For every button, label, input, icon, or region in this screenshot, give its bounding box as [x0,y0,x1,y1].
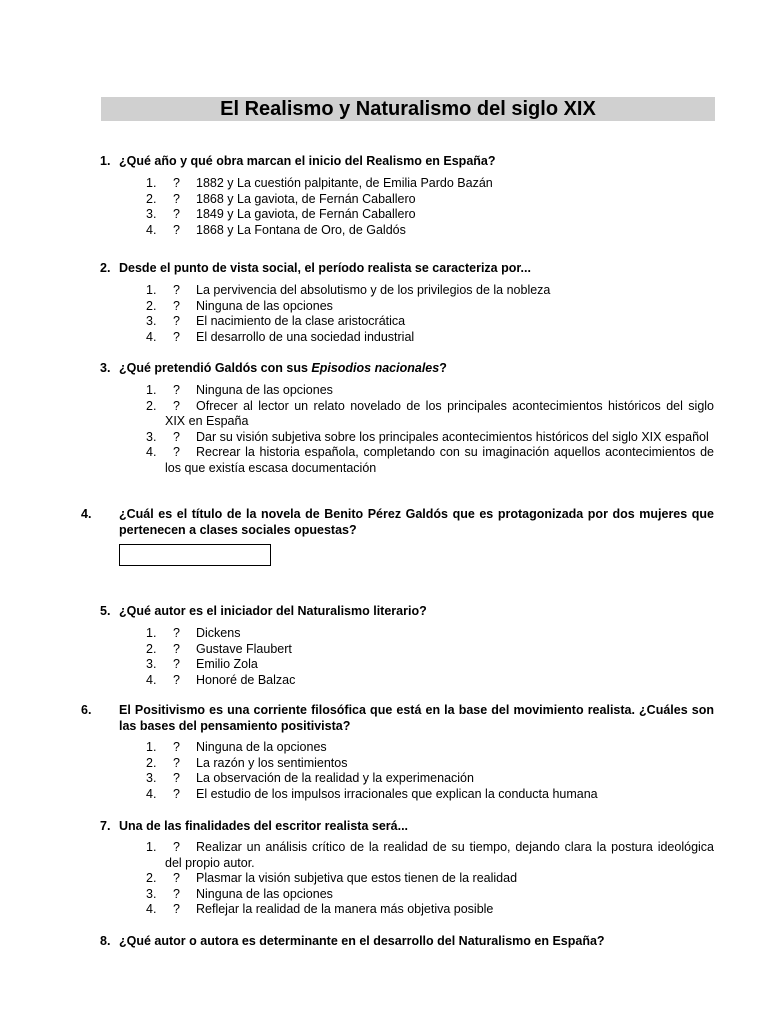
option-q7-2[interactable] [146,871,714,887]
option-number: 3. [146,207,157,221]
option-text: Realizar un análisis crítico de la realidad de su tiempo, dejando clara la postura ideológica del propio autor. [165,840,714,870]
question-text: ¿Cuál es el título de la novela de Benito Pérez Galdós que es protagonizada por dos mujeres que pertenecen a clases sociales opuestas? [119,507,714,537]
option-number: 4. [146,222,157,237]
option-text: Ninguna de las opciones [196,886,333,901]
option-marker[interactable]: ? [173,429,180,444]
option-marker[interactable]: ? [173,840,180,854]
option-marker[interactable]: ? [173,298,180,313]
option-number: 4. [146,329,157,344]
question-number: 1. [100,154,111,168]
option-marker[interactable]: ? [173,329,180,344]
question-3 [100,360,714,376]
option-q6-2[interactable] [146,756,714,772]
option-number: 1. [146,283,157,297]
question-5 [100,603,714,619]
option-text: Ninguna de la opciones [196,740,327,754]
option-text: Gustave Flaubert [196,641,292,656]
question-number: 2. [100,261,111,275]
answer-input-box[interactable] [119,544,271,566]
option-number: 2. [146,298,157,313]
option-number: 2. [146,398,157,413]
option-marker[interactable]: ? [173,191,180,206]
option-text: Dickens [196,626,241,640]
option-q6-4[interactable] [146,787,714,803]
options-q2 [146,283,714,345]
option-q5-2[interactable] [146,642,714,658]
option-q5-1[interactable] [146,626,714,642]
question-7 [100,818,714,834]
option-number: 3. [146,657,157,671]
option-q7-1[interactable] [146,840,714,871]
option-q2-4[interactable] [146,330,714,346]
option-number: 4. [146,445,157,459]
option-text: La observación de la realidad y la experimenación [196,771,474,785]
option-q3-2[interactable] [146,399,714,430]
question-6 [81,702,714,734]
option-marker[interactable]: ? [173,207,180,221]
option-text: Recrear la historia española, completando con su imaginación aquellos acontecimientos de los que existía escasa documentación [165,445,714,475]
option-q6-3[interactable] [146,771,714,787]
option-marker[interactable]: ? [173,283,180,297]
option-marker[interactable]: ? [173,886,180,901]
option-q1-1[interactable] [146,176,714,192]
question-1 [100,153,714,169]
option-number: 3. [146,771,157,785]
question-text [119,361,447,375]
option-marker[interactable]: ? [173,740,180,754]
option-q1-2[interactable] [146,192,714,208]
options-q6 [146,740,714,802]
options-q7 [146,840,714,918]
option-number: 2. [146,191,157,206]
option-marker[interactable]: ? [173,314,180,328]
option-number: 3. [146,886,157,901]
option-number: 2. [146,755,157,770]
option-number: 3. [146,429,157,444]
option-q5-4[interactable] [146,673,714,689]
page-title: El Realismo y Naturalismo del siglo XIX [101,97,715,121]
question-2 [100,260,714,276]
option-number: 1. [146,626,157,640]
option-marker[interactable]: ? [173,672,180,687]
option-marker[interactable]: ? [173,871,180,885]
question-number: 6. [81,703,92,717]
question-text-part: ¿Qué pretendió Galdós con sus [119,361,312,375]
option-q3-4[interactable] [146,445,714,476]
option-q3-3[interactable] [146,430,714,446]
option-q5-3[interactable] [146,657,714,673]
question-text: ¿Qué autor o autora es determinante en el desarrollo del Naturalismo en España? [119,934,605,948]
option-number: 1. [146,383,157,397]
option-number: 1. [146,840,157,854]
question-number: 4. [81,507,92,521]
option-marker[interactable]: ? [173,445,180,459]
option-text: 1882 y La cuestión palpitante, de Emilia Pardo Bazán [196,176,493,190]
question-number: 8. [100,934,111,948]
option-q7-4[interactable] [146,902,714,918]
options-q5 [146,626,714,688]
option-q2-1[interactable] [146,283,714,299]
option-text: Ofrecer al lector un relato novelado de los principales acontecimientos históricos del siglo XIX en España [165,398,714,428]
option-marker[interactable]: ? [173,383,180,397]
option-marker[interactable]: ? [173,771,180,785]
option-marker[interactable]: ? [173,641,180,656]
option-marker[interactable]: ? [173,398,180,413]
question-number: 5. [100,604,111,618]
option-number: 3. [146,314,157,328]
option-q7-3[interactable] [146,887,714,903]
question-text: ¿Qué año y qué obra marcan el inicio del Realismo en España? [119,154,496,168]
option-marker[interactable]: ? [173,626,180,640]
option-marker[interactable]: ? [173,222,180,237]
work-title-italic: Episodios nacionales [311,361,440,375]
option-text: 1868 y La Fontana de Oro, de Galdós [196,222,406,237]
option-text: El desarrollo de una sociedad industrial [196,329,415,344]
option-marker[interactable]: ? [173,176,180,190]
option-number: 1. [146,740,157,754]
option-number: 1. [146,176,157,190]
options-q3 [146,383,714,476]
option-marker[interactable]: ? [173,657,180,671]
option-text: El estudio de los impulsos irracionales que explican la conducta humana [196,786,598,801]
option-marker[interactable]: ? [173,786,180,801]
option-q1-3[interactable] [146,207,714,223]
option-q2-2[interactable] [146,299,714,315]
option-number: 4. [146,902,157,916]
option-q6-1[interactable] [146,740,714,756]
option-text: 1849 y La gaviota, de Fernán Caballero [196,207,416,221]
option-marker[interactable]: ? [173,902,180,916]
option-text: La razón y los sentimientos [196,755,348,770]
question-8 [100,933,714,949]
option-text: Dar su visión subjetiva sobre los principales acontecimientos históricos del siglo XIX español [196,429,709,444]
question-text: El Positivismo es una corriente filosófica que está en la base del movimiento realista. ¿Cuáles son las bases del pensamiento positivista? [119,703,714,733]
option-text: Ninguna de las opciones [196,383,333,397]
option-text: Honoré de Balzac [196,672,296,687]
question-text: ¿Qué autor es el iniciador del Naturalismo literario? [119,604,427,618]
option-q3-1[interactable] [146,383,714,399]
option-q1-4[interactable] [146,223,714,239]
question-text: Una de las finalidades del escritor realista será... [119,819,409,833]
option-text: La pervivencia del absolutismo y de los privilegios de la nobleza [196,283,551,297]
question-4 [81,506,714,538]
question-number: 3. [100,361,111,375]
option-number: 2. [146,641,157,656]
option-text: Plasmar la visión subjetiva que estos tienen de la realidad [196,871,518,885]
option-q2-3[interactable] [146,314,714,330]
options-q1 [146,176,714,238]
option-text: Reflejar la realidad de la manera más objetiva posible [196,902,494,916]
question-text: Desde el punto de vista social, el período realista se caracteriza por... [119,261,531,275]
option-marker[interactable]: ? [173,755,180,770]
question-text-part: ? [439,361,447,375]
option-text: Emilio Zola [196,657,258,671]
option-text: El nacimiento de la clase aristocrática [196,314,406,328]
option-number: 4. [146,786,157,801]
option-number: 4. [146,672,157,687]
question-number: 7. [100,819,111,833]
option-text: 1868 y La gaviota, de Fernán Caballero [196,191,416,206]
option-number: 2. [146,871,157,885]
option-text: Ninguna de las opciones [196,298,333,313]
